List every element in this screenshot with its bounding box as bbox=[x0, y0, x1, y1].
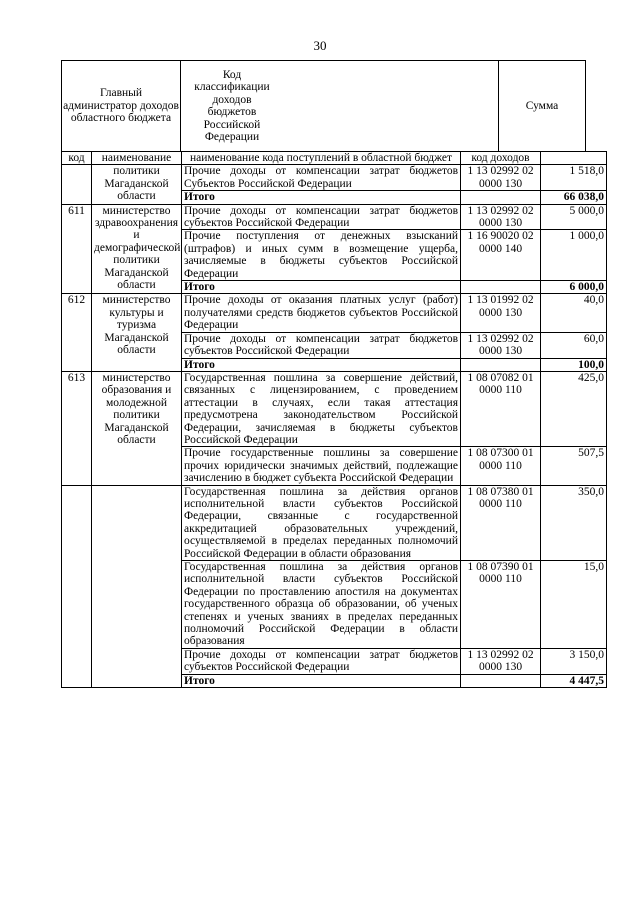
admin-code: 613 bbox=[62, 371, 92, 485]
income-name: Прочие доходы от компенсации затрат бюджетов Субъектов Российской Федерации bbox=[182, 165, 461, 191]
admin-name: министерство культуры и туризма Магаданской области bbox=[92, 294, 182, 371]
total-sum: 6 000,0 bbox=[541, 281, 607, 294]
income-code: 1 13 02992 02 0000 130 bbox=[461, 204, 541, 230]
table-row bbox=[62, 371, 607, 446]
income-sum: 1 000,0 bbox=[541, 230, 607, 281]
income-code: 1 13 02992 02 0000 130 bbox=[461, 648, 541, 674]
total-label: Итого bbox=[182, 191, 461, 204]
header-kod: код bbox=[62, 152, 92, 165]
income-name: Прочие доходы от компенсации затрат бюджетов субъектов Российской Федерации bbox=[182, 648, 461, 674]
income-table bbox=[61, 151, 607, 688]
total-label: Итого bbox=[182, 358, 461, 371]
income-name: Прочие доходы от оказания платных услуг (работ) получателями средств бюджетов субъектов Российской Федерации bbox=[182, 294, 461, 332]
admin-name: министерство образования и молодежной политики Магаданской области bbox=[92, 371, 182, 485]
income-sum: 15,0 bbox=[541, 561, 607, 649]
income-sum: 1 518,0 bbox=[541, 165, 607, 191]
table-row bbox=[62, 294, 607, 332]
income-sum: 350,0 bbox=[541, 485, 607, 560]
table-row bbox=[62, 485, 607, 560]
income-sum: 60,0 bbox=[541, 332, 607, 358]
income-code: 1 13 02992 02 0000 130 bbox=[461, 332, 541, 358]
income-sum: 507,5 bbox=[541, 447, 607, 485]
header-code-title: Код классификации доходов бюджетов Российской Федерации bbox=[180, 60, 499, 152]
admin-name: министерство здравоохранения и демографической политики Магаданской области bbox=[92, 204, 182, 294]
income-code: 1 08 07082 01 0000 110 bbox=[461, 371, 541, 446]
income-code: 1 13 02992 02 0000 130 bbox=[461, 165, 541, 191]
income-sum: 5 000,0 bbox=[541, 204, 607, 230]
income-name: Прочие доходы от компенсации затрат бюджетов субъектов Российской Федерации bbox=[182, 204, 461, 230]
table-row bbox=[62, 165, 607, 191]
income-code: 1 16 90020 02 0000 140 bbox=[461, 230, 541, 281]
header-admin-title: Главный администратор доходов областного бюджета bbox=[61, 60, 181, 152]
table-header-sub bbox=[62, 152, 607, 165]
table-row bbox=[62, 204, 607, 230]
income-name: Государственная пошлина за совершение действий, связанных с лицензированием, с проведением аттестации в случаях, если такая аттестация предусмотрена законодательством Российской Федерации, зачисляемая в бюджеты субъектов Российской Федерации bbox=[182, 371, 461, 446]
total-sum: 66 038,0 bbox=[541, 191, 607, 204]
income-name: Прочие поступления от денежных взысканий (штрафов) и иных сумм в возмещение ущерба, зачисляемые в бюджеты субъектов Российской Федерации bbox=[182, 230, 461, 281]
total-label: Итого bbox=[182, 281, 461, 294]
income-name: Государственная пошлина за действия органов исполнительной власти субъектов Российской Федерации, связанные с государственной аккредитацией образовательных учреждений, осуществляемой в пределах переданных полномочий Российской Федерации в области образования bbox=[182, 485, 461, 560]
page-number: 30 bbox=[313, 38, 327, 53]
admin-name: политики Магаданской области bbox=[92, 165, 182, 204]
income-code: 1 08 07380 01 0000 110 bbox=[461, 485, 541, 560]
header-income-code: код доходов bbox=[461, 152, 541, 165]
income-code: 1 08 07390 01 0000 110 bbox=[461, 561, 541, 649]
table-header-top bbox=[61, 60, 586, 152]
total-sum: 4 447,5 bbox=[541, 674, 607, 687]
total-sum: 100,0 bbox=[541, 358, 607, 371]
income-code: 1 13 01992 02 0000 130 bbox=[461, 294, 541, 332]
income-sum: 3 150,0 bbox=[541, 648, 607, 674]
income-name: Государственная пошлина за действия органов исполнительной власти субъектов Российской Федерации по проставлению апостиля на документах государственного образца об образовании, об ученых степенях и ученых званиях в пределах переданных полномочий Российской Федерации в области образования bbox=[182, 561, 461, 649]
total-label: Итого bbox=[182, 674, 461, 687]
income-name: Прочие государственные пошлины за совершение прочих юридически значимых действий, подлежащие зачислению в бюджет субъекта Российской Федерации bbox=[182, 447, 461, 485]
header-naimenovanie: наименование bbox=[92, 152, 182, 165]
income-code: 1 08 07300 01 0000 110 bbox=[461, 447, 541, 485]
header-income-name: наименование кода поступлений в областной бюджет bbox=[182, 152, 461, 165]
income-sum: 40,0 bbox=[541, 294, 607, 332]
income-name: Прочие доходы от компенсации затрат бюджетов субъектов Российской Федерации bbox=[182, 332, 461, 358]
admin-code: 612 bbox=[62, 294, 92, 371]
income-sum: 425,0 bbox=[541, 371, 607, 446]
admin-code: 611 bbox=[62, 204, 92, 294]
header-sum-title: Сумма bbox=[498, 60, 586, 152]
